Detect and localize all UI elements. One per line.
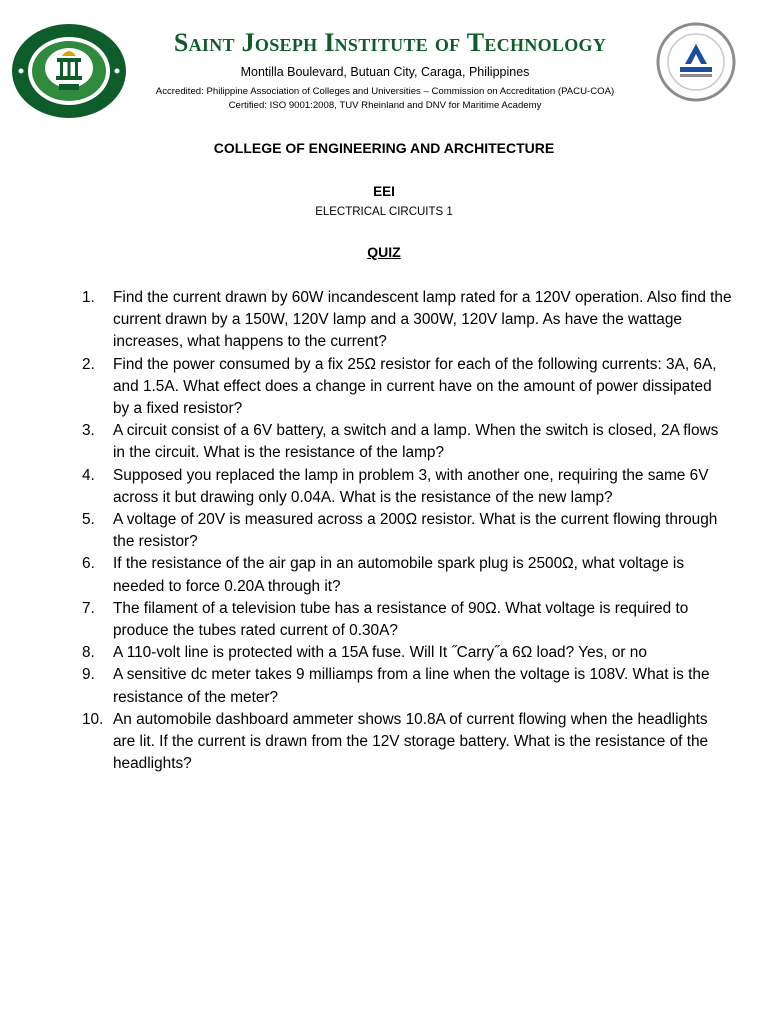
college-heading: COLLEGE OF ENGINEERING AND ARCHITECTURE xyxy=(213,140,555,156)
question-text: A sensitive dc meter takes 9 milliamps from a line when the voltage is 108V. What is the resistance of the meter? xyxy=(113,666,710,706)
question-text: Supposed you replaced the lamp in problem 3, with another one, requiring the same 6V across it but drawing only 0.04A. What is the resistance of the new lamp? xyxy=(113,466,709,506)
question-text: If the resistance of the air gap in an automobile spark plug is 2500Ω, what voltage is needed to force 0.20A through it? xyxy=(113,555,685,595)
question-text: A circuit consist of a 6V battery, a switch and a lamp. When the switch is closed, 2A flows in the circuit. What is the resistance of the lamp? xyxy=(113,422,719,462)
accreditation-line: Accredited: Philippine Association of Colleges and Universities – Commission on Accreditation (PACU-COA) xyxy=(155,86,615,97)
question-item xyxy=(82,420,732,464)
school-address: Montilla Boulevard, Butuan City, Caraga, Philippines xyxy=(240,65,530,79)
question-item xyxy=(82,709,732,776)
question-item xyxy=(82,509,732,553)
question-number: 8. xyxy=(82,644,95,662)
question-item xyxy=(82,664,732,708)
question-item xyxy=(82,465,732,509)
question-item xyxy=(82,287,732,354)
question-item xyxy=(82,553,732,597)
school-seal-icon xyxy=(10,22,128,120)
subject-title: ELECTRICAL CIRCUITS 1 xyxy=(315,206,453,218)
tuv-certification-icon xyxy=(647,22,745,110)
question-number: 1. xyxy=(82,289,95,306)
question-number: 5. xyxy=(82,511,95,529)
question-item xyxy=(82,598,732,642)
question-number: 9. xyxy=(82,666,95,684)
question-text: A voltage of 20V is measured across a 200Ω resistor. What is the current flowing through the resistor? xyxy=(113,511,718,551)
question-text: Find the current drawn by 60W incandescent lamp rated for a 120V operation. Also find the current drawn by a 150W, 120V lamp and a 300W, 120V lamp. As have the wattage increases, what happens to the current? xyxy=(113,289,732,351)
certification-line: Certified: ISO 9001:2008, TUV Rheinland and DNV for Maritime Academy xyxy=(228,100,542,111)
question-item xyxy=(82,354,732,421)
question-text: A 110-volt line is protected with a 15A fuse. Will It ˝Carry˝a 6Ω load? Yes, or no xyxy=(113,644,647,662)
question-number: 7. xyxy=(82,599,95,617)
question-list xyxy=(82,287,732,775)
school-name: Saint Joseph Institute of Technology xyxy=(173,28,607,57)
question-number: 6. xyxy=(82,555,95,573)
question-number: 2. xyxy=(82,355,95,373)
question-item xyxy=(82,642,732,664)
question-text: The filament of a television tube has a resistance of 90Ω. What voltage is required to produce the tubes rated current of 0.30A? xyxy=(113,599,689,640)
quiz-title: QUIZ xyxy=(367,244,401,260)
question-number: 4. xyxy=(82,466,95,484)
subject-code: EEI xyxy=(373,184,395,199)
question-text: An automobile dashboard ammeter shows 10.8A of current flowing when the headlights are lit. If the current is drawn from the 12V storage battery. What is the resistance of the headlights? xyxy=(113,710,709,773)
question-text: Find the power consumed by a fix 25Ω resistor for each of the following currents: 3A, 6A, and 1.5A. What effect does a change in current have on the amount of power dissipated by a fixed resistor? xyxy=(113,355,717,418)
question-number: 10. xyxy=(82,710,104,728)
question-number: 3. xyxy=(82,422,95,440)
